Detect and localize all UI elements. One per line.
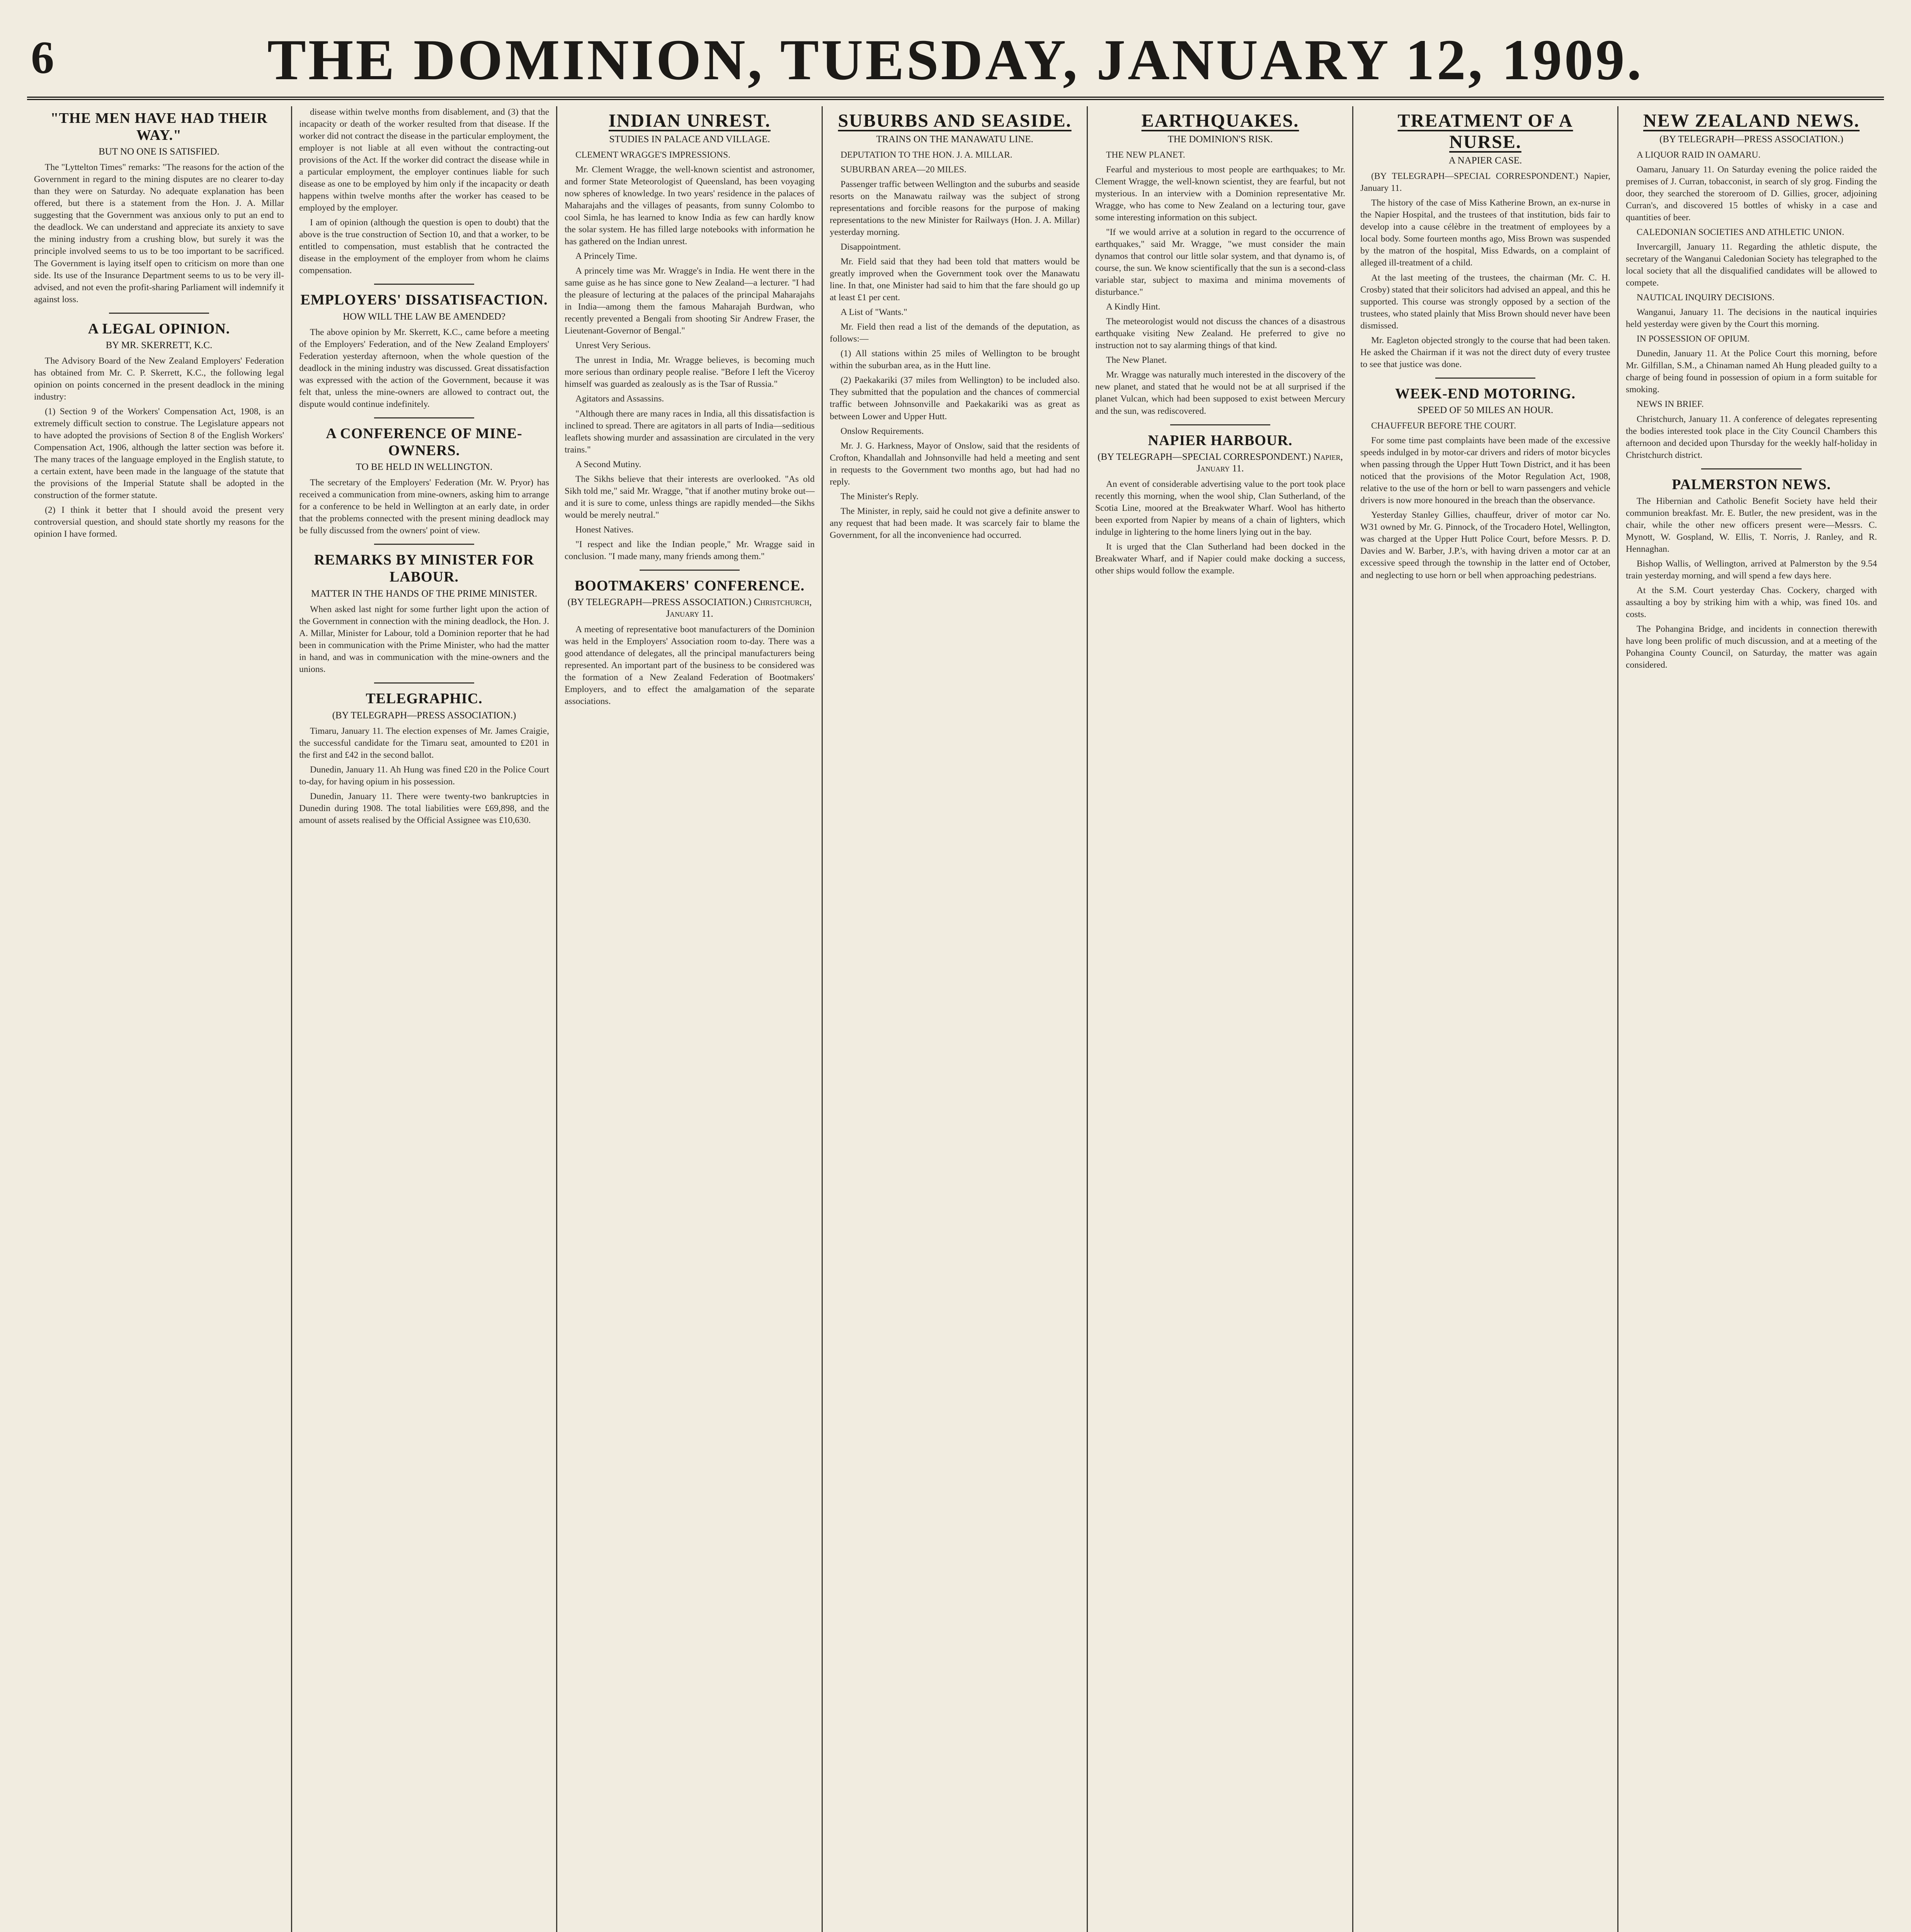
newspaper-title: THE DOMINION, TUESDAY, JANUARY 12, 1909. xyxy=(267,28,1644,92)
column-4 xyxy=(823,106,1088,1932)
article-paragraph: Mr. Clement Wragge, the well-known scientist and astronomer, and former State Meteorologist of Queensland, has been voyaging now spheres of knowledge. In two years' residence in the palaces of Maharajahs and the villages of peasants, from sunny Colombo to cool Simla, he has learned to know India as few can hardly know the solar system. He has filled large notebooks with information he has gathered on the Indian unrest. xyxy=(565,165,815,247)
article-paragraph: A Second Mutiny. xyxy=(575,459,642,469)
article-paragraph: Passenger traffic between Wellington and the suburbs and seaside resorts on the Manawatu railway was the subject of strong representations and forcible reasons for the purpose of making representations to the new Minister for Railways (Hon. J. A. Millar) yesterday morning. xyxy=(830,179,1080,238)
article-paragraph: The secretary of the Employers' Federation (Mr. W. Pryor) has received a communication from mine-owners, asking him to arrange for a conference to be held in Wellington at an early date, in order that the problems connected with the present mining deadlock may be fully discussed from the owners' point of view. xyxy=(299,478,549,536)
article-subheading: BUT NO ONE IS SATISFIED. xyxy=(99,146,220,157)
article-paragraph: Wanganui, January 11. The decisions in the nautical inquiries held yesterday were given by the Court this morning. xyxy=(1626,307,1877,330)
article-subheading: TO BE HELD IN WELLINGTON. xyxy=(356,462,493,473)
article-heading: EARTHQUAKES. xyxy=(1141,111,1299,131)
article xyxy=(1626,468,1877,672)
article-paragraph: Honest Natives. xyxy=(575,524,634,535)
article-paragraph: Bishop Wallis, of Wellington, arrived at Palmerston by the 9.54 train yesterday morning, and will spend a few days here. xyxy=(1626,559,1877,581)
article-paragraph: An event of considerable advertising value to the port took place recently this morning, when the wool ship, Clan Sutherland, of the Scotia Line, moored at the Breakwater Wharf. Wool has hitherto been exported from Napier by means of a chain of lighters, which indulge in lightering to the home liners lying out in the bay. xyxy=(1095,479,1345,537)
article-paragraph: Oamaru, January 11. On Saturday evening the police raided the premises of J. Curran, tobacconist, in search of sly grog. Finding the door, they searched the storeroom of D. Gillies, grocer, adjoining Curran's, and discovered 15 bottles of whisky in a case and quantities of beer. xyxy=(1626,165,1877,223)
article-divider xyxy=(1701,468,1802,469)
article-divider xyxy=(1170,424,1270,425)
article-paragraph: The Sikhs believe that their interests are overlooked. "As old Sikh told me," said Mr. Wragge, "that if another mutiny broke out—and it is sure to come, unless things are rapidly mended—the Sikhs would be merely neutral." xyxy=(565,474,815,520)
article xyxy=(34,110,284,306)
article xyxy=(1360,110,1610,371)
article-paragraph: DEPUTATION TO THE HON. J. A. MILLAR. xyxy=(841,150,1013,160)
article-heading: A CONFERENCE OF MINE-OWNERS. xyxy=(326,425,522,459)
article xyxy=(34,313,284,541)
article-paragraph: CLEMENT WRAGGE'S IMPRESSIONS. xyxy=(575,150,730,160)
article-heading: TREATMENT OF A NURSE. xyxy=(1397,111,1573,153)
article-heading: "THE MEN HAVE HAD THEIR WAY." xyxy=(50,110,268,143)
article-subheading: MATTER IN THE HANDS OF THE PRIME MINISTER. xyxy=(311,588,538,599)
article-heading: EMPLOYERS' DISSATISFACTION. xyxy=(300,292,548,308)
article-paragraph: Timaru, January 11. The election expenses of Mr. James Craigie, the successful candidate for the Timaru seat, amounted to £201 in the first and £42 in the second ballot. xyxy=(299,726,549,760)
article-paragraph: I am of opinion (although the question is open to doubt) that the above is the true construction of Section 10, and that a worker, to be entitled to compensation, must establish that he contracted the disease in the employment of the employer from whom he claims compensation. xyxy=(299,218,549,276)
article-paragraph: The Minister, in reply, said he could not give a definite answer to any request that had been made. It was scarcely fair to blame the Government, for all the inconvenience had occurred. xyxy=(830,506,1080,540)
article-heading: REMARKS BY MINISTER FOR LABOUR. xyxy=(314,552,534,585)
article-subheading: A NAPIER CASE. xyxy=(1448,155,1522,166)
article-paragraph: NAUTICAL INQUIRY DECISIONS. xyxy=(1637,293,1775,303)
article-paragraph: SUBURBAN AREA—20 MILES. xyxy=(841,165,967,175)
article-heading: NAPIER HARBOUR. xyxy=(1148,432,1293,449)
article xyxy=(830,110,1080,541)
column-5 xyxy=(1088,106,1353,1932)
article-paragraph: The Pohangina Bridge, and incidents in connection therewith have long been prolific of much discussion, and at a meeting of the Pohangina County Council, on Saturday, the matter was again considered. xyxy=(1626,624,1877,670)
article-paragraph: For some time past complaints have been made of the excessive speeds indulged in by motor-car drivers and riders of motor bicycles when passing through the Upper Hutt Town District, and it has been noticed that the provisions of the Motor Regulation Act, 1908, relative to the use of the horn or bell to warn passengers and vehicle drivers is now more honoured in the breach than the observance. xyxy=(1360,435,1610,506)
article xyxy=(565,570,815,708)
article-paragraph: Onslow Requirements. xyxy=(841,426,924,436)
article-paragraph: THE NEW PLANET. xyxy=(1106,150,1185,160)
article-paragraph: A princely time was Mr. Wragge's in India. He went there in the same guise as he has since gone to New Zealand—a lecturer. "I had the pleasure of lecturing at the palaces of the principal Maharajahs in India—among them the famous Maharajah Burdwan, who recently prevented a Bengali from shooting Sir Andrew Fraser, the Lieutenant-Governor of Bengal." xyxy=(565,266,815,336)
article xyxy=(1360,378,1610,582)
article-subheading: TRAINS ON THE MANAWATU LINE. xyxy=(876,134,1033,145)
article-paragraph: It is urged that the Clan Sutherland had been docked in the Breakwater Wharf, and if Napier could make docking a success, other ships would follow the example. xyxy=(1095,542,1345,576)
article-subheading: SPEED OF 50 MILES AN HOUR. xyxy=(1417,405,1554,416)
column-2 xyxy=(292,106,557,1932)
article-paragraph: Dunedin, January 11. Ah Hung was fined £20 in the Police Court to-day, for having opium in his possession. xyxy=(299,764,549,787)
article-paragraph: "Although there are many races in India, all this dissatisfaction is inclined to spread. There are agitators in all parts of India—seditious leaflets showing murder and assassination are circulated in the very trains." xyxy=(565,408,815,455)
article-subheading: STUDIES IN PALACE AND VILLAGE. xyxy=(609,134,770,145)
article-paragraph: Fearful and mysterious to most people are earthquakes; to Mr. Clement Wragge, the well-known scientist, they are fearful, but not mysterious. In an interview with a Dominion representative Mr. Wragge, who has come to New Zealand on a lecturing tour, gave some interesting information on this subject. xyxy=(1095,165,1345,223)
page-number: 6 xyxy=(31,32,54,83)
article-paragraph: A Kindly Hint. xyxy=(1106,302,1161,312)
article xyxy=(299,284,549,410)
article xyxy=(565,110,815,563)
column-6 xyxy=(1353,106,1618,1932)
article xyxy=(1095,424,1345,577)
article-subheading: BY MR. SKERRETT, K.C. xyxy=(106,340,213,351)
article-paragraph: Yesterday Stanley Gillies, chauffeur, driver of motor car No. W31 owned by Mr. G. Pinnock, of the Trocadero Hotel, Wellington, was charged at the Upper Hutt Police Court, before Messrs. P. D. Davies and W. Barber, J.P.'s, with having driven a motor car at an excessive speed through the township in the latter end of October, and neglecting to use horn or bell when approaching pedestrians. xyxy=(1360,510,1610,580)
article-paragraph: Mr. J. G. Harkness, Mayor of Onslow, said that the residents of Crofton, Khandallah and Johnsonville had held a meeting and sent in requests to the Government two months ago, but had had no reply. xyxy=(830,440,1080,487)
article-paragraph: Christchurch, January 11. A conference of delegates representing the bodies interested took place in the City Council Chambers this afternoon and decided upon Thursday for the weekly half-holiday in Christchurch district. xyxy=(1626,414,1877,460)
article-paragraph: CHAUFFEUR BEFORE THE COURT. xyxy=(1371,421,1516,431)
article-paragraph: (1) Section 9 of the Workers' Compensation Act, 1908, is an extremely difficult section to construe. The Legislature appears not to have adopted the provisions of Section 8 of the English Workers' Compensation Act, 1906, although the latter section was before it. The many traces of the language employed in the English statute, to a certain extent, have been made in the language of the statute that the provisions of the Imperial Statute shall be adopted in the construction of the former statute. xyxy=(34,406,284,501)
article-paragraph: A List of "Wants." xyxy=(841,307,907,318)
article-paragraph: (BY TELEGRAPH—SPECIAL CORRESPONDENT.) Napier, January 11. xyxy=(1360,171,1610,194)
article-paragraph: Mr. Field said that they had been told that matters would be greatly improved when the Government took over the Manawatu line. In that, one Minister had said to him that the fare should go up at least £1 per cent. xyxy=(830,257,1080,303)
article-divider xyxy=(374,544,474,545)
article-paragraph: The "Lyttelton Times" remarks: "The reasons for the action of the Government in regard to the mining disputes are no clearer to-day than they were on Saturday. No adequate explanation has been offered, but there is a statement from the Hon. J. A. Millar suggesting that the Government was anxious only to put an end to the deadlock. We can understand and appreciate its anxiety to save the mining industry from a crushing blow, but surely it was the principle involved seems to us to be too important to be sacrificed. The Government is laying itself open to criticism on more than one side. Its use of the Insurance Department seems to us to be very ill-advised, and not even the profit-sharing Parliament will indemnify it against loss. xyxy=(34,162,284,304)
article-subheading: (BY TELEGRAPH—SPECIAL CORRESPONDENT.) Napier, January 11. xyxy=(1098,452,1343,474)
article-paragraph: (2) I think it better that I should avoid the present very controversial question, and should state shortly my reasons for the opinion I have formed. xyxy=(34,505,284,539)
masthead xyxy=(27,23,1884,100)
article-paragraph: A Princely Time. xyxy=(575,251,637,262)
column-3 xyxy=(558,106,823,1932)
article-paragraph: When asked last night for some further light upon the action of the Government in connection with the mining deadlock, the Hon. J. A. Millar, Minister for Labour, told a Dominion reporter that he had been in communication with the Prime Minister, who had the matter in hand, and was in communication with the mine-owners and the unions. xyxy=(299,604,549,674)
article-paragraph: The Minister's Reply. xyxy=(841,491,919,502)
article-paragraph: Disappointment. xyxy=(841,242,901,252)
article-subheading: THE DOMINION'S RISK. xyxy=(1167,134,1273,145)
article-paragraph: CALEDONIAN SOCIETIES AND ATHLETIC UNION. xyxy=(1637,227,1845,238)
article-divider xyxy=(374,682,474,684)
article-paragraph: The unrest in India, Mr. Wragge believes, is becoming much more serious than ordinary people realise. "Before I left the Viceroy himself was guarded as zealously as is the Tsar of Russia." xyxy=(565,355,815,389)
article-paragraph: The history of the case of Miss Katherine Brown, an ex-nurse in the Napier Hospital, and the trustees of that institution, bids fair to develop into a cause célèbre in the treatment of employees by a local body. Some fourteen months ago, Miss Brown was suspended by the matron of the hospital, Miss Edwards, on a complaint of alleged ill-treatment of a child. xyxy=(1360,198,1610,268)
article-paragraph: The New Planet. xyxy=(1106,355,1167,366)
article-heading: BOOTMAKERS' CONFERENCE. xyxy=(574,577,805,594)
article-paragraph: Invercargill, January 11. Regarding the athletic dispute, the secretary of the Wanganui Caledonian Society has telegraphed to the local society that all the disqualified candidates will be allowed to compete. xyxy=(1626,242,1877,288)
article-heading: NEW ZEALAND NEWS. xyxy=(1643,111,1860,131)
article-paragraph: A meeting of representative boot manufacturers of the Dominion was held in the Employers' Association room to-day. There was a good attendance of delegates, all the principal manufacturers being represented. An important part of the business to be considered was the formation of a New Zealand Federation of Bootmakers' Employers, and to effect the amalgamation of the separate associations. xyxy=(565,624,815,707)
article-divider xyxy=(374,284,474,285)
article-paragraph: Unrest Very Serious. xyxy=(575,340,651,351)
newspaper-page xyxy=(27,23,1884,1932)
article-heading: WEEK-END MOTORING. xyxy=(1395,385,1576,402)
article xyxy=(299,544,549,675)
article-heading: PALMERSTON NEWS. xyxy=(1672,476,1831,493)
article-paragraph: Mr. Eagleton objected strongly to the course that had been taken. He asked the Chairman if it was not the direct duty of every trustee to see that justice was done. xyxy=(1360,335,1610,369)
article-paragraph: Dunedin, January 11. At the Police Court this morning, before Mr. Gilfillan, S.M., a Chinaman named Ah Hung pleaded guilty to a charge of being found in possession of opium in a form suitable for smoking. xyxy=(1626,349,1877,395)
article-heading: A LEGAL OPINION. xyxy=(88,320,230,337)
article-paragraph: (2) Paekakariki (37 miles from Wellington) to be included also. They submitted that the population and the chances of commercial traffic between Johnsonville and Paekakariki was as great as between Lower and Upper Hutt. xyxy=(830,375,1080,422)
article-subheading: HOW WILL THE LAW BE AMENDED? xyxy=(343,311,505,322)
article-paragraph: At the last meeting of the trustees, the chairman (Mr. C. H. Crosby) stated that their solicitors had advised an appeal, and this he supported. This course was strongly opposed by a section of the trustees, who stated plainly that Miss Brown should never have been dismissed. xyxy=(1360,272,1610,331)
article-divider xyxy=(374,417,474,418)
columns xyxy=(27,106,1884,1932)
article-paragraph: A LIQUOR RAID IN OAMARU. xyxy=(1637,150,1761,160)
article-heading: INDIAN UNREST. xyxy=(608,111,771,131)
article-paragraph: NEWS IN BRIEF. xyxy=(1637,399,1704,410)
article-paragraph: disease within twelve months from disablement, and (3) that the incapacity or death of the worker resulted from that disease. If the worker did not contract the disease in the particular employment, the employer is not liable at all even without the contracting-out provisions of the Act. If the worker did contract the disease while in a particular employment, the employer continues liable for such disease as one to be employed by him only if the incapacity or death happens within twelve months after the worker has ceased to be employed by the employer. xyxy=(299,107,549,213)
article-paragraph: Agitators and Assassins. xyxy=(575,394,664,404)
article-paragraph: (1) All stations within 25 miles of Wellington to be brought within the suburban area, as in the Hutt line. xyxy=(830,349,1080,371)
article xyxy=(299,417,549,537)
article-subheading: (BY TELEGRAPH—PRESS ASSOCIATION.) xyxy=(332,710,516,721)
article-divider xyxy=(640,570,740,571)
column-7 xyxy=(1619,106,1884,1932)
article xyxy=(299,682,549,827)
article xyxy=(299,106,549,277)
article-paragraph: The above opinion by Mr. Skerrett, K.C., came before a meeting of the Employers' Federation, and of the New Zealand Employers' Federation yesterday afternoon, when the whole question of the deadlock in the mining industry was discussed. Great dissatisfaction was expressed with the action of the Government, because it was felt that, unless the mine-owners are allowed to contract out, the dispute would continue indefinitely. xyxy=(299,327,549,409)
article-paragraph: The meteorologist would not discuss the chances of a disastrous earthquake visiting New Zealand. He preferred to give no instruction not to say alarming things of that kind. xyxy=(1095,316,1345,351)
article-paragraph: "If we would arrive at a solution in regard to the occurrence of earthquakes," said Mr. Wragge, "we must consider the main dynamos that control our little solar system, and that dynamo is, of course, the sun. We know scientifically that the sun is a second-class variable star, subject to maxima and minima movements of disturbance." xyxy=(1095,227,1345,298)
article-paragraph: "I respect and like the Indian people," Mr. Wragge said in conclusion. "I made many, many friends among them." xyxy=(565,539,815,561)
article xyxy=(1626,110,1877,461)
article-subheading: (BY TELEGRAPH—PRESS ASSOCIATION.) xyxy=(1659,134,1843,145)
article-divider xyxy=(1435,378,1535,379)
article-paragraph: IN POSSESSION OF OPIUM. xyxy=(1637,334,1750,344)
article-paragraph: At the S.M. Court yesterday Chas. Cockery, charged with assaulting a boy by striking him with a whip, was fined 10s. and costs. xyxy=(1626,585,1877,620)
article-paragraph: The Advisory Board of the New Zealand Employers' Federation has obtained from Mr. C. P. Skerrett, K.C., the following legal opinion on points concerned in the present deadlock in the mining industry: xyxy=(34,356,284,402)
article-heading: TELEGRAPHIC. xyxy=(366,690,483,707)
article xyxy=(1095,110,1345,417)
article-subheading: (BY TELEGRAPH—PRESS ASSOCIATION.) Christchurch, January 11. xyxy=(567,597,812,619)
article-paragraph: The Hibernian and Catholic Benefit Society have held their communion breakfast. Mr. E. Butler, the new president, was in the chair, while the other new officers present were—Messrs. C. Mynott, W. Gospland, W. Ellis, T. Norris, J. Ranley, and R. Hennaghan. xyxy=(1626,496,1877,554)
column-1 xyxy=(27,106,292,1932)
article-paragraph: Mr. Field then read a list of the demands of the deputation, as follows:— xyxy=(830,322,1080,344)
article-divider xyxy=(109,313,209,314)
article-paragraph: Dunedin, January 11. There were twenty-two bankruptcies in Dunedin during 1908. The total liabilities were £69,898, and the amount of assets realised by the Official Assignee was £10,630. xyxy=(299,791,549,825)
article-heading: SUBURBS AND SEASIDE. xyxy=(838,111,1072,131)
article-paragraph: Mr. Wragge was naturally much interested in the discovery of the new planet, and stated that he would not be at all surprised if the planet Vulcan, which had been supposed to exist between Mercury and the sun, was rediscovered. xyxy=(1095,370,1345,416)
